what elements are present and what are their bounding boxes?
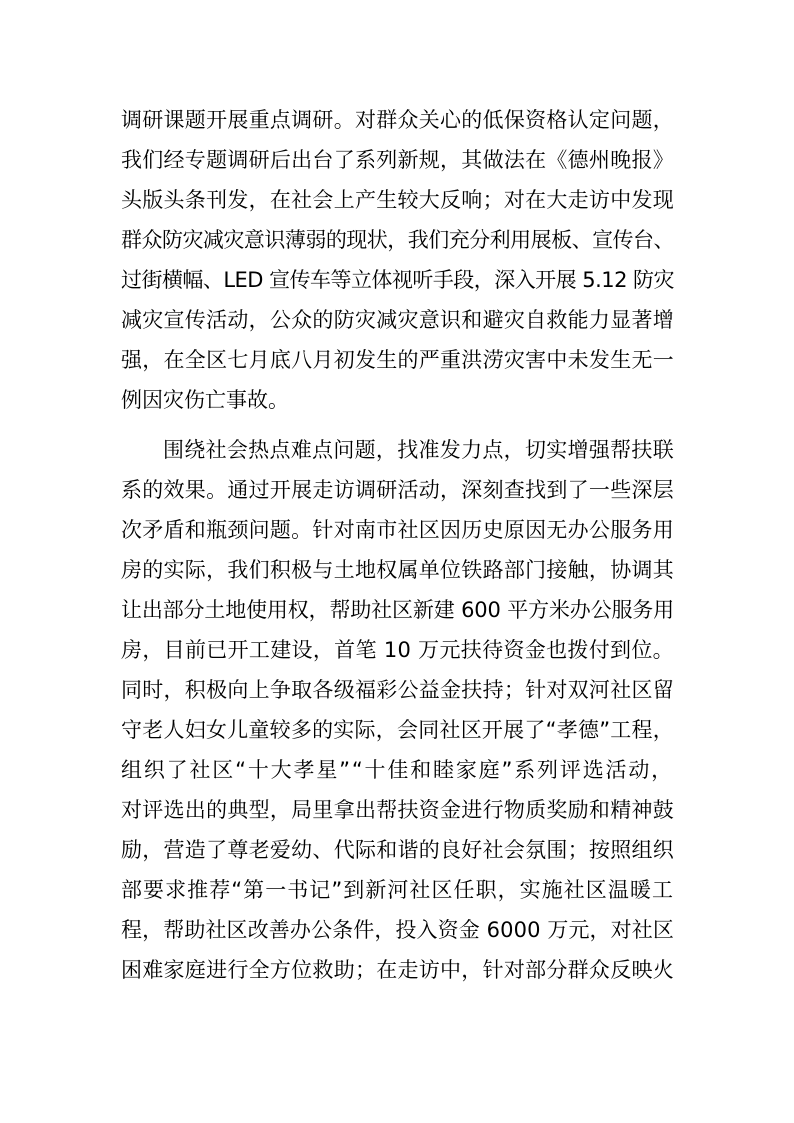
text-line: 我们经专题调研后出台了系列新规，其做法在《德州晚报》 [121, 148, 674, 172]
text-line: 头版头条刊发，在社会上产生较大反响；对在大走访中发现 [121, 188, 674, 212]
text-line: 例因灾伤亡事故。 [121, 388, 289, 412]
text-line: 房的实际，我们积极与土地权属单位铁路部门接触，协调其 [121, 558, 674, 582]
text-line: 系的效果。通过开展走访调研活动，深刻查找到了一些深层 [121, 478, 674, 502]
text-line: 调研课题开展重点调研。对群众关心的低保资格认定问题， [121, 108, 674, 132]
paragraph-first-line: 围绕社会热点难点问题，找准发力点，切实增强帮扶联 [163, 438, 674, 462]
text-line: 励，营造了尊老爱幼、代际和谐的良好社会氛围；按照组织 [121, 838, 674, 862]
text-line: 部要求推荐“第一书记”到新河社区任职，实施社区温暖工 [121, 878, 674, 902]
text-line: 同时，积极向上争取各级福彩公益金扶持；针对双河社区留 [121, 678, 674, 702]
text-line: 房，目前已开工建设，首笔 10 万元扶待资金也拨付到位。 [121, 638, 674, 662]
text-line: 过街横幅、LED 宣传车等立体视听手段，深入开展 5.12 防灾 [121, 268, 674, 292]
text-line: 组织了社区“十大孝星”“十佳和睦家庭”系列评选活动， [121, 758, 674, 782]
text-line: 程，帮助社区改善办公条件，投入资金 6000 万元，对社区 [121, 918, 674, 942]
text-line: 困难家庭进行全方位救助；在走访中，针对部分群众反映火 [121, 958, 674, 982]
text-line: 让出部分土地使用权，帮助社区新建 600 平方米办公服务用 [121, 598, 674, 622]
text-line: 守老人妇女儿童较多的实际，会同社区开展了“孝德”工程， [121, 718, 674, 742]
text-line: 次矛盾和瓶颈问题。针对南市社区因历史原因无办公服务用 [121, 518, 674, 542]
text-line: 减灾宣传活动，公众的防灾减灾意识和避灾自救能力显著增 [121, 308, 674, 332]
text-line: 群众防灾减灾意识薄弱的现状，我们充分利用展板、宣传台、 [121, 228, 674, 252]
text-line: 强，在全区七月底八月初发生的严重洪涝灾害中未发生无一 [121, 348, 674, 372]
text-line: 对评选出的典型，局里拿出帮扶资金进行物质奖励和精神鼓 [121, 798, 674, 822]
